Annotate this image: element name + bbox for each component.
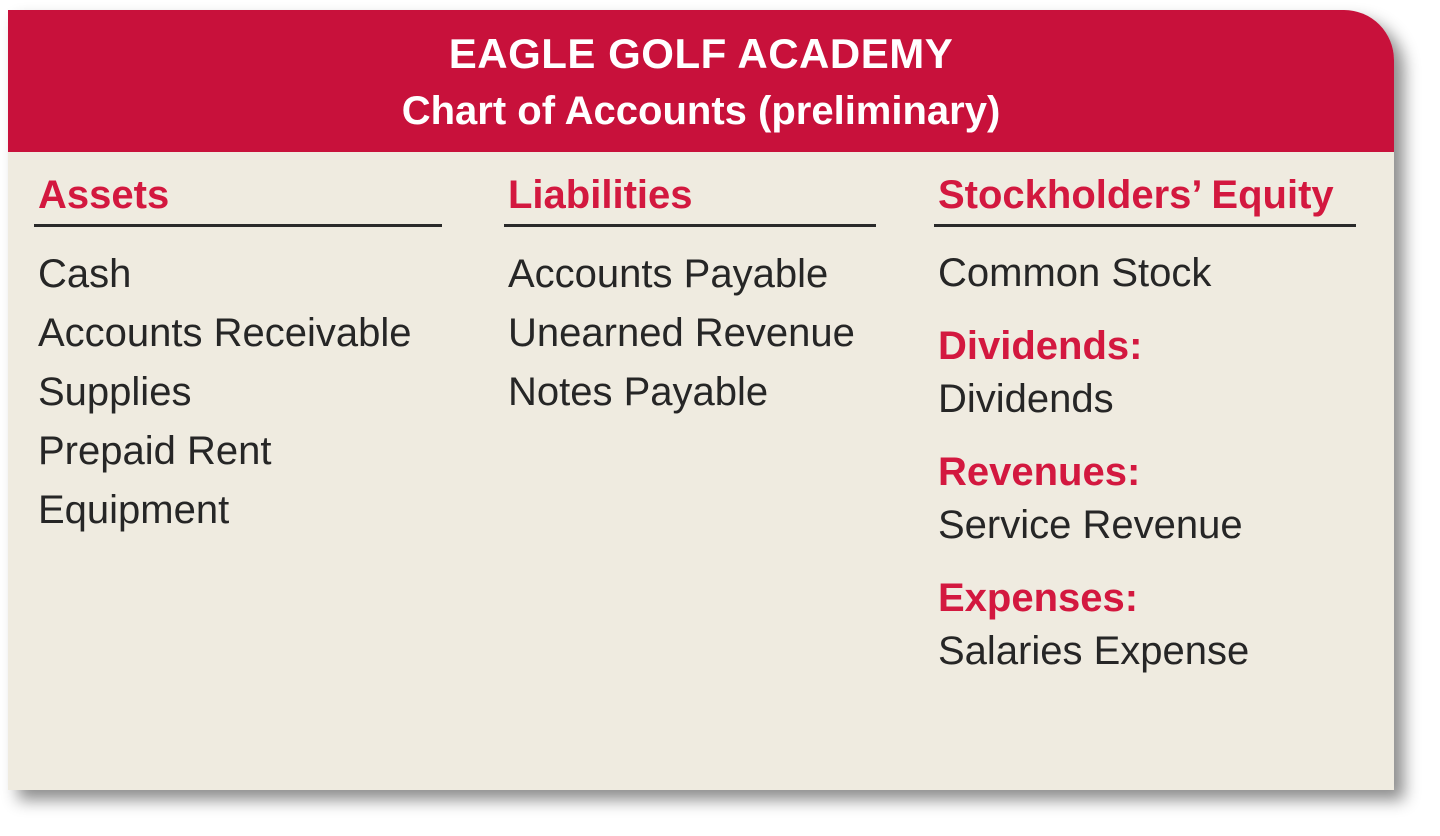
account-item: Supplies bbox=[38, 370, 192, 414]
equity-heading: Stockholders’ Equity bbox=[934, 170, 1356, 227]
company-title: EAGLE GOLF ACADEMY bbox=[448, 30, 954, 77]
header-banner bbox=[8, 10, 1394, 152]
account-item: Prepaid Rent bbox=[38, 429, 272, 473]
account-item: Service Revenue bbox=[938, 503, 1243, 547]
equity-column bbox=[934, 170, 1356, 679]
account-item: Accounts Payable bbox=[508, 252, 829, 296]
document-subtitle: Chart of Accounts (preliminary) bbox=[401, 89, 1001, 133]
liabilities-list bbox=[504, 245, 876, 422]
revenues-subheading: Revenues: bbox=[938, 450, 1141, 494]
assets-heading: Assets bbox=[34, 170, 442, 227]
account-item: Cash bbox=[38, 252, 132, 296]
account-item: Common Stock bbox=[938, 251, 1212, 295]
expenses-subheading: Expenses: bbox=[938, 576, 1139, 620]
assets-list bbox=[34, 245, 442, 540]
account-item: Salaries Expense bbox=[938, 629, 1250, 673]
account-item: Unearned Revenue bbox=[508, 311, 855, 355]
liabilities-heading: Liabilities bbox=[504, 170, 876, 227]
chart-of-accounts-card bbox=[8, 10, 1394, 790]
account-item: Equipment bbox=[38, 488, 230, 532]
account-item: Dividends bbox=[938, 377, 1114, 421]
dividends-subheading: Dividends: bbox=[938, 324, 1143, 368]
account-item: Notes Payable bbox=[508, 370, 769, 414]
account-item: Accounts Receivable bbox=[38, 311, 412, 355]
liabilities-column bbox=[504, 170, 876, 422]
assets-column bbox=[34, 170, 442, 540]
equity-list bbox=[934, 245, 1356, 679]
